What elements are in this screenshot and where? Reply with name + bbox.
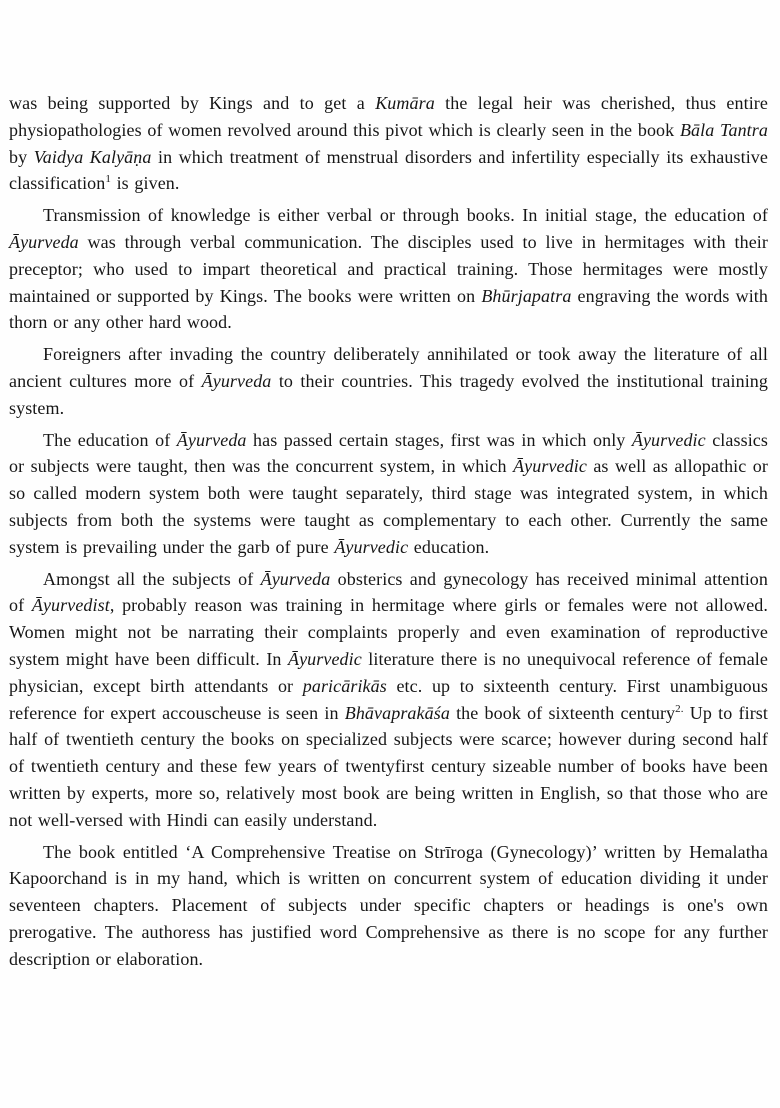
italic-term: Āyurveda — [260, 568, 331, 589]
text-segment: by — [9, 146, 34, 167]
text-segment: was through verbal communication. The disciples used to live in hermitages with their preceptor; who used to impart theoretical and practical training. Those hermitages were mostly maintained or supported by Kings. The books were written on — [9, 231, 768, 306]
text-segment: in which treatment of menstrual disorders and infertility especially its exhaustive classification — [9, 146, 768, 194]
paragraph — [9, 341, 768, 421]
italic-term: Bhāvaprakāśa — [344, 702, 450, 723]
italic-term: Āyurvedic — [334, 536, 409, 557]
italic-term: Āyurvedic — [631, 429, 706, 450]
paragraph — [9, 427, 768, 561]
text-segment: The education of — [43, 429, 177, 450]
text-segment: engraving the words with thorn or any other hard wood. — [9, 285, 768, 333]
text-segment: has passed certain stages, first was in which only — [246, 429, 632, 450]
italic-term: Kumāra — [375, 93, 435, 113]
text-segment: Amongst all the subjects of — [43, 568, 261, 589]
italic-term: Āyurveda — [176, 429, 247, 450]
text-segment: obsterics and gynecology has received minimal attention of — [9, 568, 768, 616]
italic-term: Āyurvedic — [513, 456, 587, 477]
text-segment: was being supported by Kings and to get a — [9, 93, 376, 113]
text-segment: as well as allopathic or so called modern system both were taught separately, third stage was integrated system, in which subjects from both the systems were taught as complementary to each other. Currently the same system is prevailing under the garb of pure — [9, 456, 768, 557]
text-segment: Up to first half of twentieth century the books on specialized subjects were scarce; however during second half of twentieth century and these few years of twentyfirst century sizeable number of books have been written by experts, more so, relatively most book are being written in English, so that those who are not well-versed with Hindi can easily understand. — [9, 702, 768, 830]
paragraph — [9, 566, 768, 834]
text-segment: education. — [408, 536, 490, 557]
italic-term: Bāla Tantra — [679, 119, 768, 140]
italic-term: paricārikās — [302, 675, 387, 696]
text-segment: is given. — [110, 173, 180, 194]
text-segment: etc. up to sixteenth century. First unambiguous reference for expert accouscheuse is seen in — [9, 675, 768, 723]
text-segment: literature there is no unequivocal reference of female physician, except birth attendants or — [9, 648, 768, 696]
italic-term: Bhūrjapatra — [481, 285, 572, 306]
text-segment: Transmission of knowledge is either verbal or through books. In initial stage, the education of — [43, 205, 768, 226]
paragraph — [9, 839, 768, 973]
italic-term: Āyurveda — [9, 231, 79, 252]
paragraph — [9, 90, 768, 197]
italic-term: Vaidya Kalyāṇa — [33, 146, 152, 167]
text-segment: classics or subjects were taught, then was the concurrent system, in which — [9, 429, 768, 477]
text-segment: Foreigners after invading the country deliberately annihilated or took away the literature of all ancient cultures more of — [9, 344, 768, 391]
footnote-marker: 2. — [675, 702, 684, 715]
italic-term: Āyurvedist — [31, 595, 110, 616]
footnote-marker: 1 — [105, 173, 111, 186]
paragraphs-container — [9, 90, 768, 973]
text-segment: to their countries. This tragedy evolved the institutional training system. — [9, 370, 768, 418]
text-segment: , probably reason was training in hermitage where girls or females were not allowed. Women might not be narrating their complaints properly and even examination of reproductive system might have been difficult. In — [9, 595, 769, 669]
italic-term: Āyurvedic — [287, 648, 362, 669]
text-segment: the legal heir was cherished, thus entire physiopathologies of women revolved around this pivot which is clearly seen in the book — [9, 93, 768, 140]
paragraph — [9, 202, 768, 336]
text-segment: The book entitled ‘A Comprehensive Treatise on Strīroga (Gynecology)’ written by Hemalatha Kapoorchand is in my hand, which is written on concurrent system of education dividing it under seventeen chapters. Placement of subjects under specific chapters or headings is one's own prerogative. The authoress has justified word Comprehensive as there is no scope for any further description or elaboration. — [9, 841, 768, 969]
text-segment: the book of sixteenth century — [449, 702, 676, 723]
italic-term: Āyurveda — [201, 370, 272, 391]
